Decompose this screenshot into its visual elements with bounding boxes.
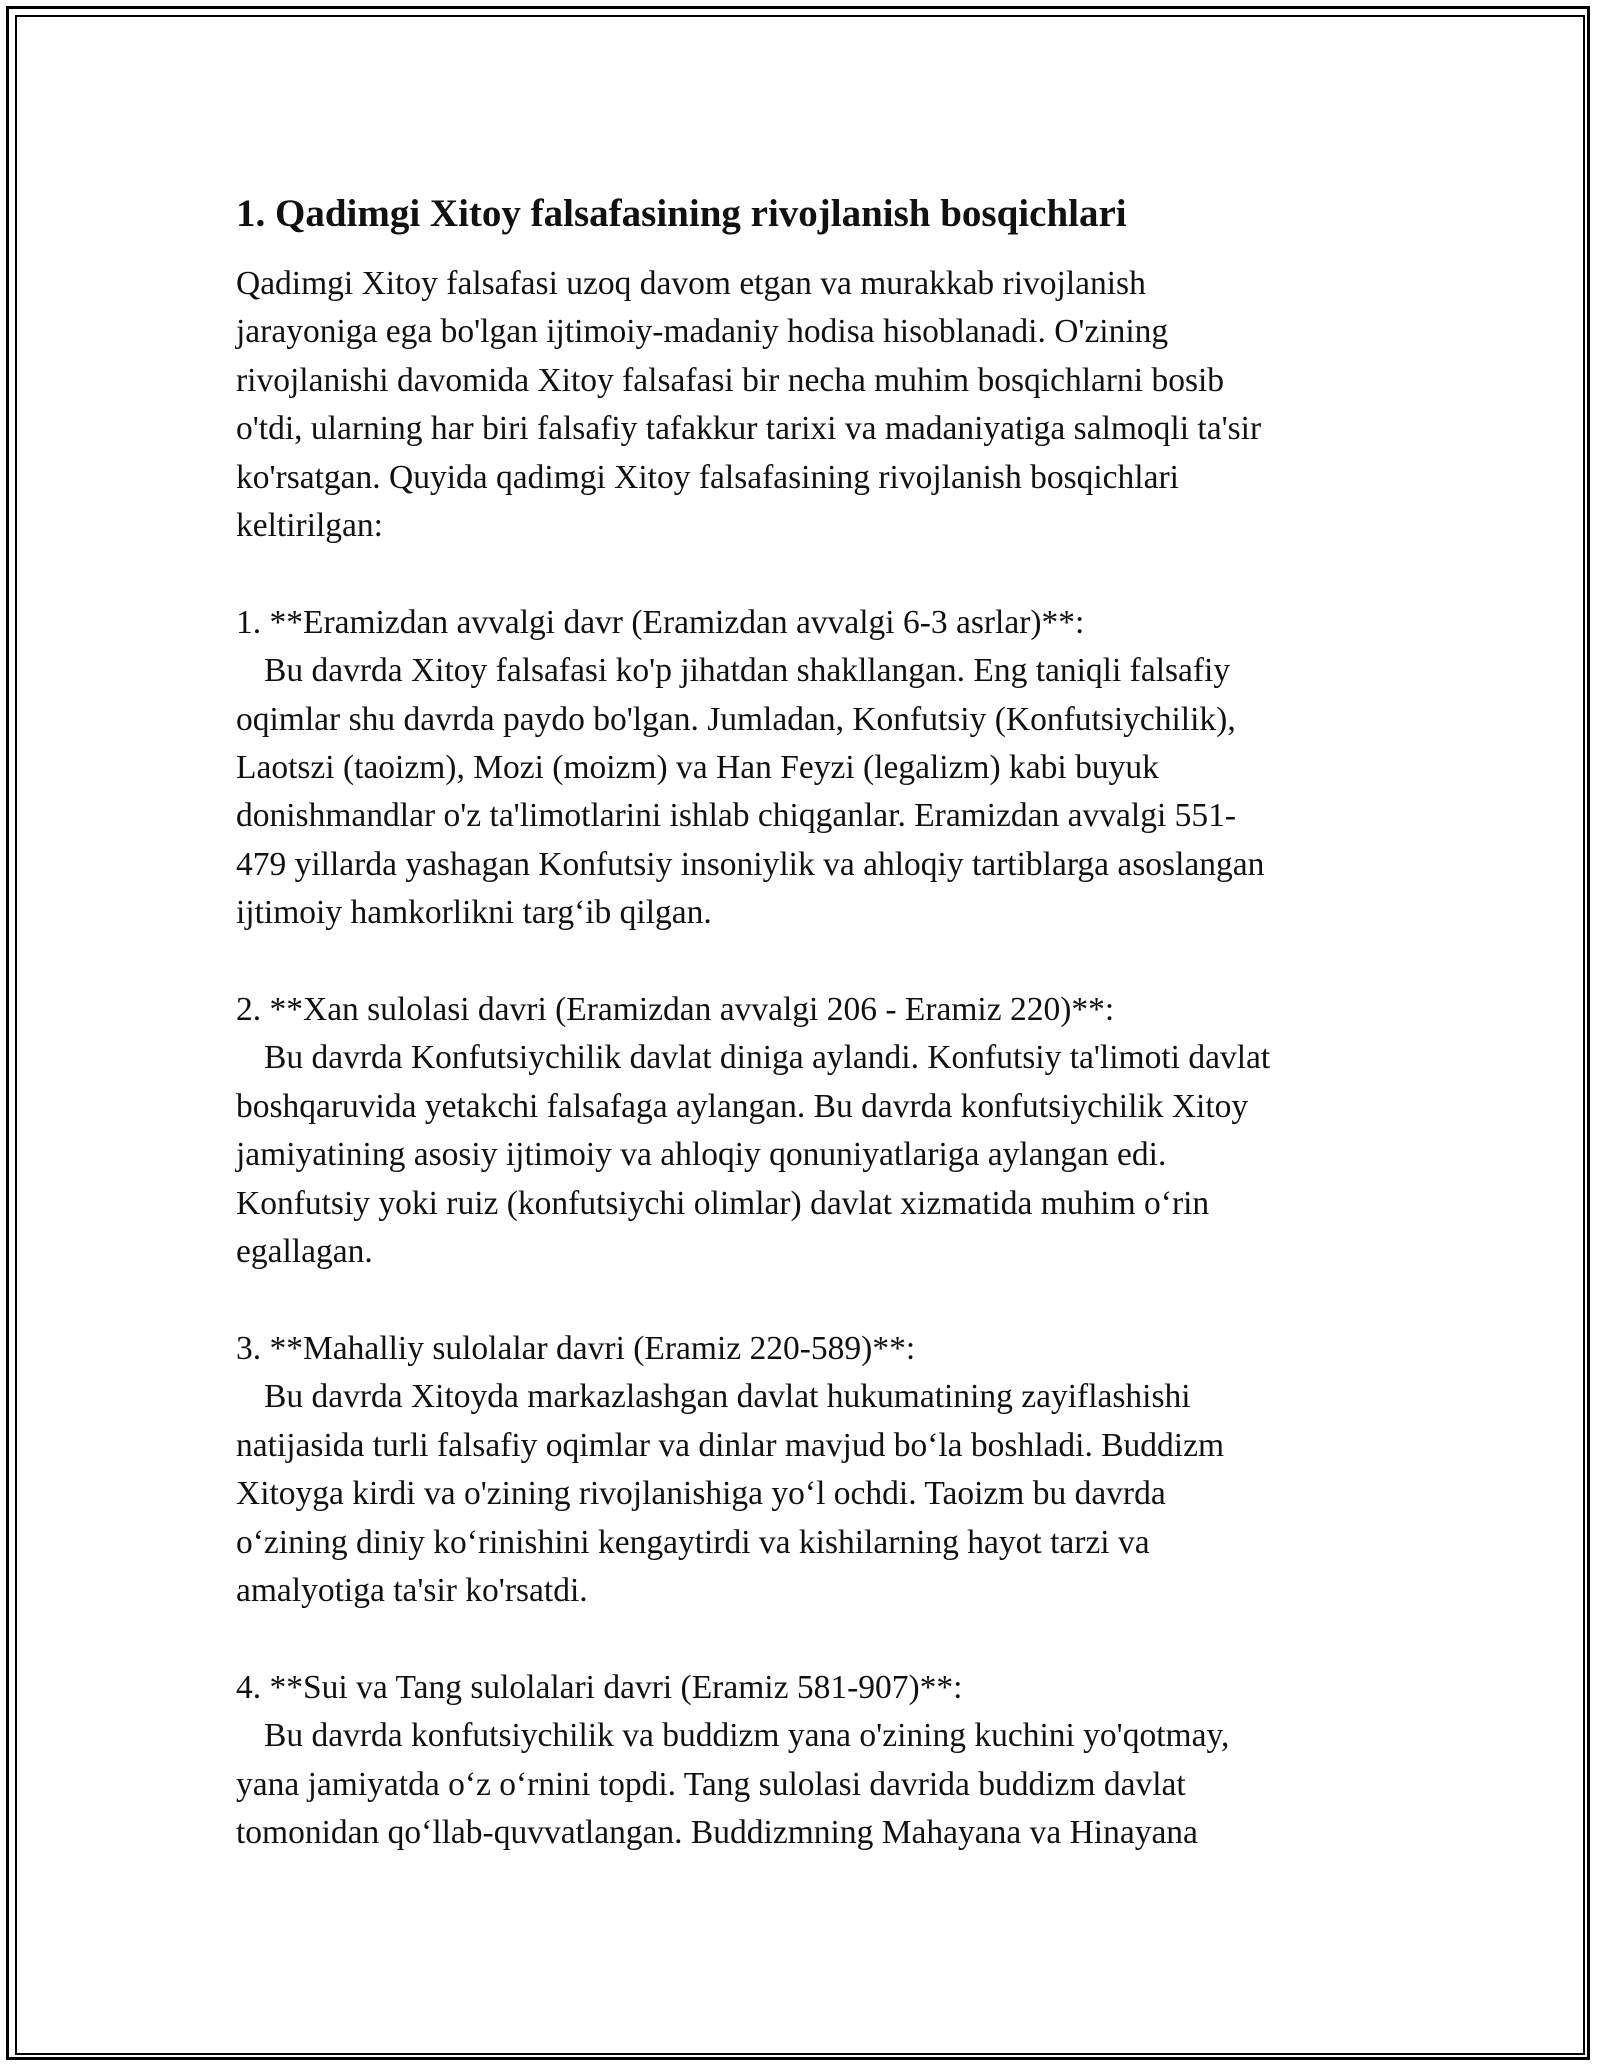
section-heading: 1. **Eramizdan avvalgi davr (Eramizdan avvalgi 6-3 asrlar)**: [236,603,1085,641]
section-body [236,1034,1376,1276]
section-heading: 3. **Mahalliy sulolalar davri (Eramiz 220-589)**: [236,1329,916,1367]
section-body-text: Bu davrda Xitoy falsafasi ko'p jihatdan shakllangan. Eng taniqli falsafiy oqimlar shu davrda paydo bo'lgan. Jumladan, Konfutsiy (Konfutsiychilik), Laotszi (taoizm), Mozi (moizm) va Han Feyzi (legalizm) kabi buyuk donishmandlar o'z ta'limotlarini ishlab chiqganlar. Eramizdan avvalgi 551- 479 yillarda yashagan Konfutsiy insoniylik va ahloqiy tartiblarga asoslangan ijtimoiy hamkorlikni targ‘ib qilgan. [236,652,1265,932]
intro-paragraph: Qadimgi Xitoy falsafasi uzoq davom etgan va murakkab rivojlanish jarayoniga ega bo'lgan ijtimoiy-madaniy hodisa hisoblanadi. O'zining rivojlanishi davomida Xitoy falsafasi bir necha muhim bosqichlarni bosib o'tdi, ularning har biri falsafiy tafakkur tarixi va madaniyatiga salmoqli ta'sir ko'rsatgan. Quyida qadimgi Xitoy falsafasining rivojlanish bosqichlari keltirilgan: [236,265,1262,545]
section-3 [236,1325,1376,1615]
section-body [236,1712,1376,1857]
section-heading: 2. **Xan sulolasi davri (Eramizdan avvalgi 206 - Eramiz 220)**: [236,991,1115,1029]
section-4 [236,1664,1376,1858]
section-body-text: Bu davrda Xitoyda markazlashgan davlat hukumatining zayiflashishi natijasida turli falsafiy oqimlar va dinlar mavjud bo‘la boshladi. Buddizm Xitoyga kirdi va o'zining rivojlanishiga yo‘l ochdi. Taoizm bu davrda o‘zining diniy ko‘rinishini kengaytirdi va kishilarning hayot tarzi va amalyotiga ta'sir ko'rsatdi. [236,1378,1225,1609]
section-body-text: Bu davrda Konfutsiychilik davlat diniga aylandi. Konfutsiy ta'limoti davlat boshqaruvida yetakchi falsafaga aylangan. Bu davrda konfutsiychilik Xitoy jamiyatining asosiy ijtimoiy va ahloqiy qonuniyatlariga aylangan edi. Konfutsiy yoki ruiz (konfutsiychi olimlar) davlat xizmatida muhim o‘rin egallagan. [236,1039,1271,1271]
document-content [236,190,1376,1857]
section-body [236,647,1376,937]
section-body [236,1373,1376,1615]
section-heading: 4. **Sui va Tang sulolalari davri (Eramiz 581-907)**: [236,1668,963,1706]
section-1 [236,599,1376,938]
section-body-text: Bu davrda konfutsiychilik va buddizm yana o'zining kuchini yo'qotmay, yana jamiyatda o‘z o‘rnini topdi. Tang sulolasi davrida buddizm davlat tomonidan qo‘llab-quvvatlangan. Buddizmning Mahayana va Hinayana [236,1717,1230,1851]
document-title: 1. Qadimgi Xitoy falsafasining rivojlanish bosqichlari [236,192,1127,235]
section-2 [236,986,1376,1276]
